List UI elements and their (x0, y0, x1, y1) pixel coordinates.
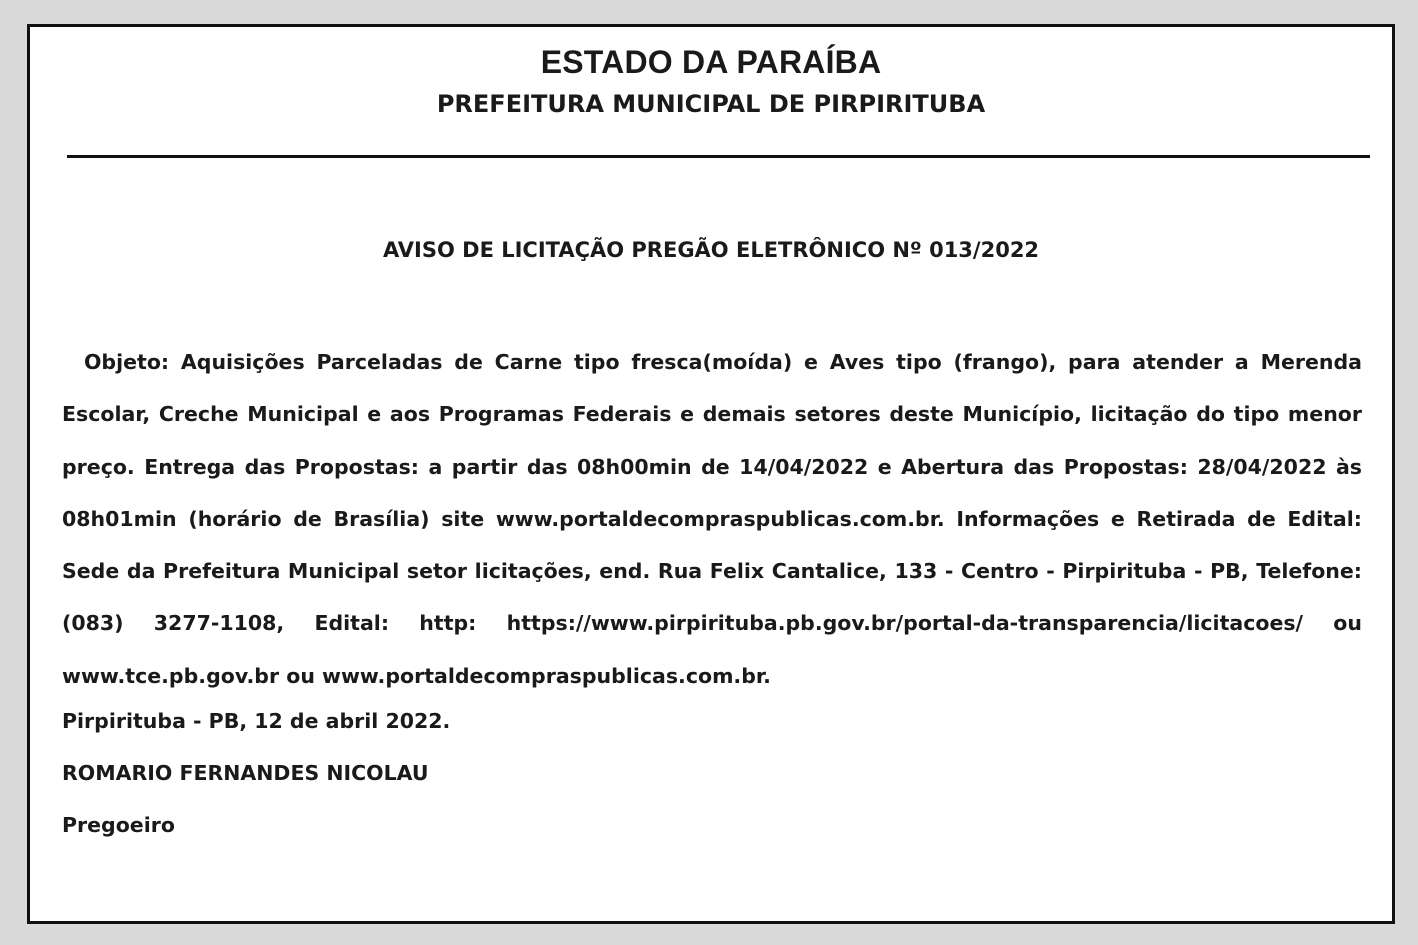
notice-body: Objeto: Aquisições Parceladas de Carne tipo fresca(moída) e Aves tipo (frango), para atender a Merenda Escolar, Creche Municipal e aos Programas Federais e demais setores deste Município, licitação do tipo menor preço. Entrega das Propostas: a partir das 08h00min de 14/04/2022 e Abertura das Propostas: 28/04/2022 às 08h01min (horário de Brasília) site www.portaldecompraspublicas.com.br. Informações e Retirada de Edital: Sede da Prefeitura Municipal setor licitações, end. Rua Felix Cantalice, 133 - Centro - Pirpirituba - PB, Telefone: (083) 3277-1108, Edital: http: https://www.pirpirituba.pb.gov.br/portal-da-transparencia/licitacoes/ ou www.tce.pb.gov.br ou www.portaldecompraspublicas.com.br. (62, 350, 1362, 688)
signature-name: ROMARIO FERNANDES NICOLAU (62, 761, 429, 785)
signature-role: Pregoeiro (62, 813, 175, 837)
notice-title: AVISO DE LICITAÇÃO PREGÃO ELETRÔNICO Nº 013/2022 (382, 238, 1040, 262)
city-hall-title: PREFEITURA MUNICIPAL DE PIRPIRITUBA (436, 90, 986, 118)
state-title: ESTADO DA PARAÍBA (540, 44, 882, 80)
signature-place-date: Pirpirituba - PB, 12 de abril 2022. (62, 709, 451, 733)
notice-frame (27, 24, 1395, 924)
header-divider (67, 155, 1370, 158)
